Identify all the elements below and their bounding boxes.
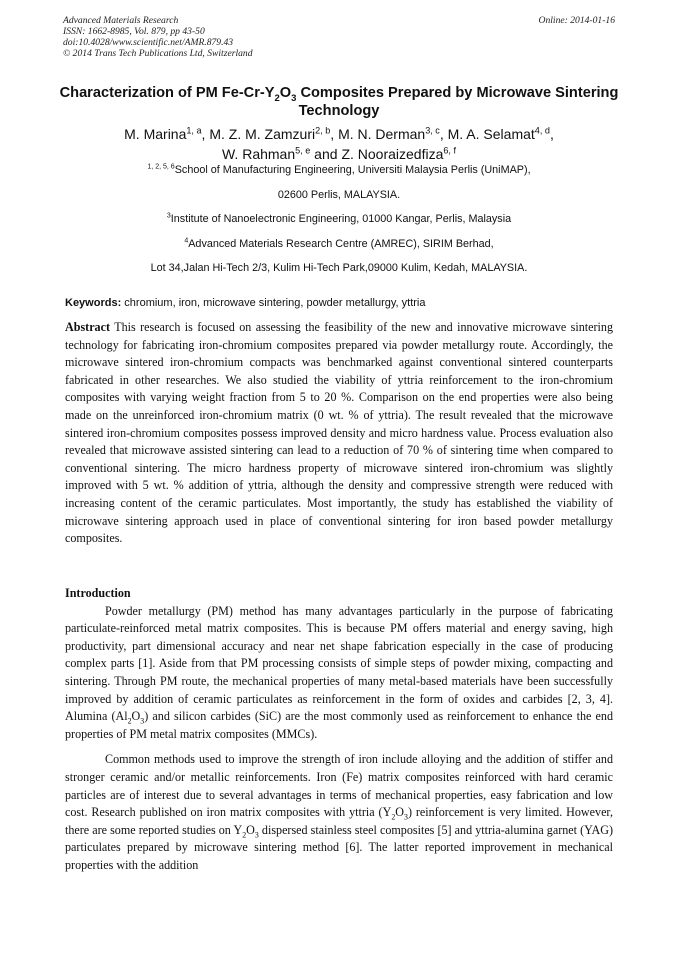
affiliation-1-address: 02600 Perlis, MALAYSIA.: [277, 188, 401, 201]
author: M. A. Selamat: [447, 126, 535, 142]
paragraph: Common methods used to improve the strength of iron include alloying and the addition of stiffer and stronger ceramic and/or metallic reinforcements. Iron (Fe) matrix composites reinforced with hard ceramic particles are of interest due to several advantages in terms of mechanical properties, easy fabrication and low cost. Research published on iron matrix composites with yttria $(Y_2O_3)$ reinforcement is very limited. However, there are some reported studies on $Y_2O_3$ dispersed stainless steel composites [5] and yttria-alumina garnet (YAG) particulates prepared by microwave sintering method [6]. The latter reported improvement in mechanical properties with the addition: [65, 752, 614, 872]
keywords-text: chromium, iron, microwave sintering, powder metallurgy, yttria: [121, 297, 426, 309]
author: M. Marina: [124, 126, 187, 142]
affiliation-4-address: Lot 34,Jalan Hi-Tech 2/3, Kulim Hi-Tech Park,09000 Kulim, Kedah, MALAYSIA.: [150, 262, 528, 274]
issn-line: ISSN: 1662-8985, Vol. 879, pp 43-50: [63, 26, 205, 37]
abstract: [65, 319, 613, 548]
journal-name: Advanced Materials Research: [63, 15, 179, 26]
author: M. Z. M. Zamzuri: [209, 126, 316, 142]
paragraph: Powder metallurgy (PM) method has many advantages particularly in the purpose of fabricating particulate-reinforced metal matrix composites. This is because PM offers material and energy saving, high productivity, part dimensional accuracy and near net shape fabrication especially in the case of producing complex parts [1]. Aside from that PM processing consists of simple steps of powder mixing, compacting and sintering. Through PM route, the mechanical properties of many metal-based materials have been successfully improved by addition of ceramic particulates as reinforcement in the form of oxides and carbides [2, 3, 4]. Alumina $(Al_2O_3)$ and silicon carbides (SiC) are the most commonly used as reinforcement to enhance the end properties of PM metal matrix composites (MMCs).: [65, 603, 613, 741]
keywords-label: Keywords:: [65, 297, 122, 309]
journal-header: [63, 15, 253, 59]
online-date: Online: 2014-01-16: [538, 15, 615, 26]
author: Z. Nooraizedfiza: [341, 146, 444, 162]
doi-line: doi:10.4028/www.scientific.net/AMR.879.43: [63, 37, 234, 48]
affiliations: [55, 164, 623, 287]
copyright-line: © 2014 Trans Tech Publications Ltd, Switzerland: [63, 48, 253, 59]
affiliation-3: $^3$Institute of Nanoelectronic Engineering, 01000 Kangar, Perlis, Malaysia: [166, 212, 512, 225]
affiliation-4: $^4$Advanced Materials Research Centre (AMREC), SIRIM Berhad,: [184, 236, 494, 250]
abstract-text: This research is focused on assessing the feasibility of the new and innovative microwave sintering technology for fabricating iron-chromium composites prepared via powder metallurgy route. Accordingly, the microwave sintered iron-chromium compacts was benchmarked against conventional sintered counterparts fabricated in other researches. We also studied the viability of yttria reinforcement to the iron-chromium composites with varying weight fraction from 5 to 20 %. Comparison on the end properties were also being made on the unreinforced iron-chromium matrix (0 wt. % of yttria). The result revealed that the microwave sintered iron-chromium composites possess improved density and micro hardness value. Process evaluation also revealed that microwave assisted sintering can lead to a reduction of 70 % of sintering time when compared to conventional sintering. The micro hardness property of microwave sintered iron-chromium was slightly improved with 5 wt. % addition of yttria, although the density and compressive strength were reduced with increasing content of the ceramic particulates. Most importantly, the study has established the viability of microwave sintering approach used in place of conventional sintering for iron based powder metallurgy composites.: [65, 320, 613, 546]
affiliation-1: $^{1, 2, 5, 6}$School of Manufacturing Engineering, Universiti Malaysia Perlis (UniMAP),: [147, 163, 531, 176]
abstract-label: Abstract: [65, 320, 111, 334]
author-list: M. Marina$^{1, a}$, M. Z. M. Zamzuri$^{2, b}$, M. N. Derman$^{3, c}$, M. A. Selamat$^{4, d}$, W. Rahman$^{5, e}$ and Z. Nooraizedfiza$^{6, f}$: [124, 125, 554, 162]
section-heading: Introduction: [65, 586, 131, 600]
author: W. Rahman: [221, 146, 296, 162]
keywords: [65, 296, 613, 310]
paper-title: Characterization of PM $Fe-Cr-Y_2O_3$ Composites Prepared by Microwave Sintering Technology: [59, 85, 619, 119]
introduction-section: [65, 585, 613, 875]
author: M. N. Derman: [338, 126, 426, 142]
